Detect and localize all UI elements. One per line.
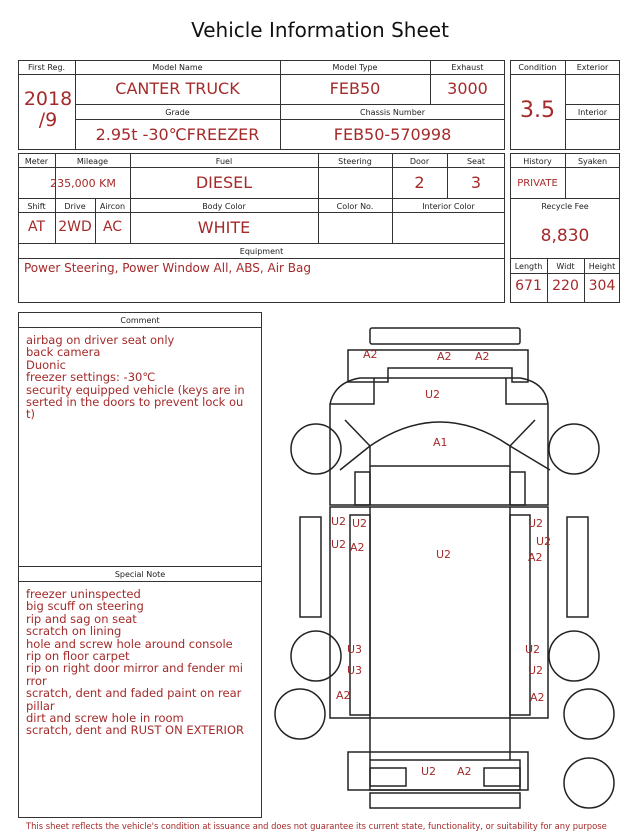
- model-type-label: Model Type: [332, 63, 378, 72]
- exhaust-label: Exhaust: [451, 63, 484, 72]
- fuel-value: DIESEL: [195, 173, 253, 192]
- body-color-label: Body Color: [202, 202, 246, 211]
- equipment-label: Equipment: [239, 247, 284, 256]
- drive-value: 2WD: [58, 219, 92, 235]
- damage-code: U2: [536, 535, 552, 548]
- cargo-box: [330, 507, 548, 718]
- equipment-value: Power Steering, Power Window All, ABS, Air Bag: [24, 261, 312, 275]
- right-rear-outer-wheel: [564, 689, 614, 739]
- steering-label: Steering: [338, 157, 372, 166]
- mileage-value: 235,000 KM: [50, 177, 116, 190]
- damage-code: A2: [363, 348, 378, 361]
- exterior-label: Exterior: [576, 63, 609, 72]
- height-label: Height: [588, 262, 616, 271]
- left-rear-wheel: [291, 631, 341, 681]
- right-mirror: [549, 424, 599, 474]
- meter-label: Meter: [24, 157, 49, 166]
- seat-label: Seat: [466, 157, 486, 166]
- chassis-number-value: FEB50-570998: [333, 125, 452, 144]
- condition-grade-value: 3.5: [520, 98, 555, 123]
- damage-code: U3: [347, 664, 363, 677]
- comment-text: airbag on driver seat only back camera Duonic freezer settings: -30℃ security equipped vehicle (keys are in serted in the doors to prevent lock ou t): [26, 333, 245, 422]
- truck-damage-diagram: [270, 318, 632, 818]
- door-value: 2: [414, 173, 425, 192]
- first-reg-value: 2018 /9: [23, 88, 73, 131]
- model-name-label: Model Name: [152, 63, 203, 72]
- damage-code: A2: [437, 350, 452, 363]
- front-bumper-top: [370, 328, 520, 344]
- cab-body: [330, 404, 548, 505]
- special-note-text: freezer uninspected big scuff on steering rip and sag on seat scratch on lining hole and screw hole around console rip on floor carpet rip on right door mirror and fender mi rror scratch, dent and faded paint on rear pillar dirt and screw hole in room scratch, dent and RUST ON EXTERIOR: [26, 587, 244, 738]
- damage-code: U2: [528, 517, 544, 530]
- grade-label: Grade: [165, 108, 190, 117]
- damage-code: A2: [336, 689, 351, 702]
- syaken-label: Syaken: [577, 157, 608, 166]
- page-title: Vehicle Information Sheet: [191, 18, 449, 42]
- width-label: Widt: [556, 262, 575, 271]
- left-side-panel: [300, 517, 321, 617]
- chassis-number-label: Chassis Number: [360, 108, 425, 117]
- drive-label: Drive: [64, 202, 86, 211]
- spare-wheel: [564, 758, 614, 808]
- body-color-value: WHITE: [197, 218, 251, 237]
- cab-sides: [370, 466, 510, 505]
- aircon-label: Aircon: [99, 202, 126, 211]
- door-label: Door: [409, 157, 430, 166]
- shift-value: AT: [27, 219, 46, 235]
- damage-code: U2: [528, 664, 544, 677]
- history-label: History: [523, 157, 552, 166]
- recycle-fee-label: Recycle Fee: [541, 202, 589, 211]
- aircon-value: AC: [102, 219, 123, 235]
- right-rear-wheel: [549, 631, 599, 681]
- height-value: 304: [588, 278, 616, 294]
- damage-code: A1: [433, 436, 448, 449]
- width-value: 220: [552, 278, 579, 294]
- damage-code: U2: [436, 548, 452, 561]
- mileage-label: Mileage: [76, 157, 109, 166]
- damage-code: A2: [530, 691, 545, 704]
- length-label: Length: [514, 262, 543, 271]
- grade-value: 2.95t -30℃FREEZER: [95, 125, 260, 144]
- damage-code: U2: [331, 515, 347, 528]
- left-rear-outer-wheel: [275, 689, 325, 739]
- damage-code: A2: [457, 765, 472, 778]
- rear-step: [370, 793, 520, 808]
- first-reg-label: First Reg.: [27, 63, 66, 72]
- shift-label: Shift: [27, 202, 46, 211]
- special-note-label: Special Note: [114, 570, 166, 579]
- left-mirror: [291, 424, 341, 474]
- model-type-value: FEB50: [329, 79, 381, 98]
- rear-frame: [348, 752, 528, 790]
- damage-code: U3: [347, 643, 363, 656]
- history-value: PRIVATE: [517, 178, 558, 189]
- damage-code: U2: [421, 765, 437, 778]
- exhaust-value: 3000: [447, 79, 488, 98]
- model-name-value: CANTER TRUCK: [115, 79, 240, 98]
- damage-code: A2: [350, 541, 365, 554]
- right-side-panel: [567, 517, 588, 617]
- color-no-label: Color No.: [336, 202, 374, 211]
- damage-code: U2: [352, 517, 368, 530]
- damage-code: U2: [425, 388, 441, 401]
- damage-code: U2: [525, 643, 541, 656]
- condition-label: Condition: [518, 63, 557, 72]
- interior-color-label: Interior Color: [422, 202, 475, 211]
- recycle-fee-value: 8,830: [540, 226, 590, 246]
- length-value: 671: [515, 278, 542, 294]
- comment-label: Comment: [120, 316, 160, 325]
- fuel-label: Fuel: [215, 157, 233, 166]
- damage-code: A2: [528, 551, 543, 564]
- chassis-rails: [370, 507, 510, 760]
- interior-label: Interior: [577, 108, 608, 117]
- disclaimer-footer: This sheet reflects the vehicle's condition at issuance and does not guarantee its current state, functionality, or suitability for any purpose: [26, 821, 607, 831]
- damage-code: A2: [475, 350, 490, 363]
- damage-code: U2: [331, 538, 347, 551]
- seat-value: 3: [470, 173, 482, 192]
